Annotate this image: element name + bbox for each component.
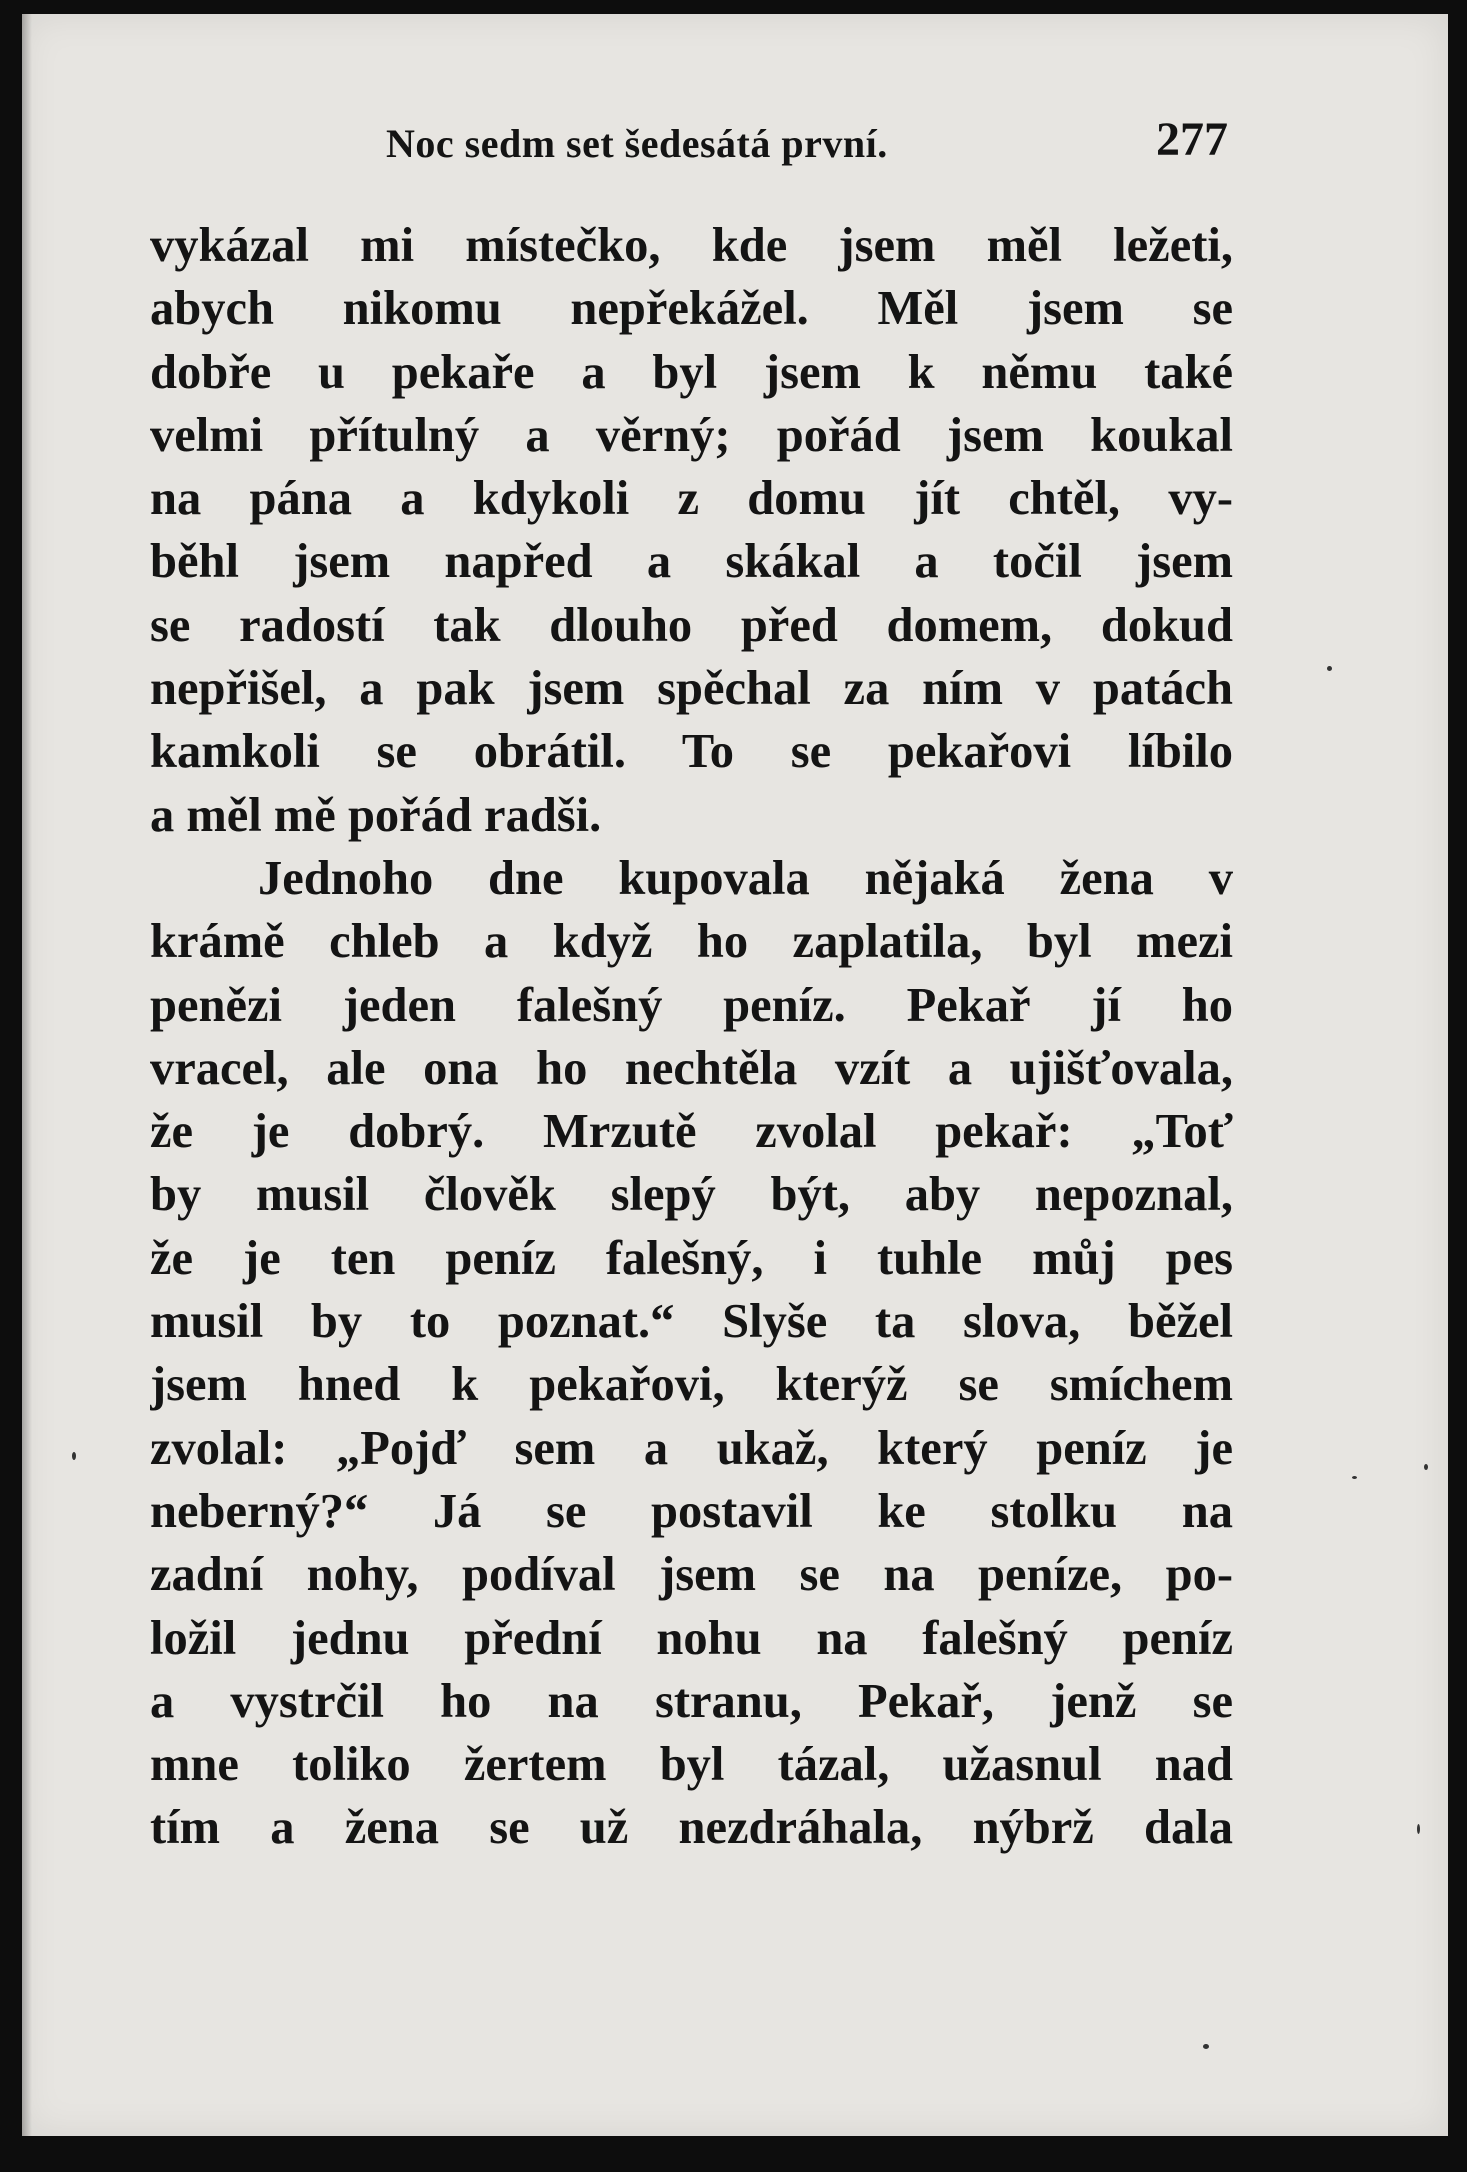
text-line: ložil jednu přední nohu na falešný peníz: [150, 1611, 1233, 1665]
text-line: nepřišel, a pak jsem spěchal za ním v patách: [150, 662, 1233, 716]
text-line: mne toliko žertem byl tázal, užasnul nad: [150, 1738, 1233, 1792]
text-line: že je dobrý. Mrzutě zvolal pekař: „Toť: [150, 1105, 1233, 1159]
text-line: zadní nohy, podíval jsem se na peníze, po-: [150, 1548, 1233, 1602]
scan-speck: [72, 1452, 76, 1460]
text-line: penězi jeden falešný peníz. Pekař jí ho: [150, 978, 1233, 1032]
text-line: a měl mě pořád radši.: [150, 788, 602, 842]
text-line: a vystrčil ho na stranu, Pekař, jenž se: [150, 1674, 1233, 1728]
scan-speck: [1417, 1824, 1420, 1834]
text-line: musil by to poznat.“ Slyše ta slova, běžel: [150, 1295, 1233, 1349]
text-line: velmi přítulný a věrný; pořád jsem koukal: [150, 408, 1233, 462]
text-line: kamkoli se obrátil. To se pekařovi líbilo: [150, 725, 1233, 779]
scan-speck: [1424, 1464, 1428, 1470]
text-line: zvolal: „Pojď sem a ukaž, který peníz je: [150, 1421, 1233, 1475]
scan-speck: [1327, 666, 1332, 671]
text-line: neberný?“ Já se postavil ke stolku na: [150, 1484, 1233, 1538]
text-line: tím a žena se už nezdráhala, nýbrž dala: [150, 1801, 1233, 1855]
text-line: dobře u pekaře a byl jsem k němu také: [150, 345, 1233, 399]
page-header: [22, 112, 1448, 172]
text-line: na pána a kdykoli z domu jít chtěl, vy-: [150, 472, 1233, 526]
book-page: [22, 14, 1448, 2136]
text-line: že je ten peníz falešný, i tuhle můj pes: [150, 1231, 1233, 1285]
body-text: [150, 214, 1233, 1860]
text-line: krámě chleb a když ho zaplatila, byl mezi: [150, 915, 1233, 969]
page-number: 277: [1156, 113, 1228, 166]
text-line: vykázal mi místečko, kde jsem měl ležeti,: [150, 219, 1233, 272]
text-line: běhl jsem napřed a skákal a točil jsem: [150, 535, 1233, 589]
text-line: Jednoho dne kupovala nějaká žena v: [258, 851, 1233, 905]
text-line: se radostí tak dlouho před domem, dokud: [150, 598, 1233, 652]
text-line: jsem hned k pekařovi, kterýž se smíchem: [150, 1358, 1233, 1412]
scan-speck: [1352, 1476, 1357, 1479]
running-title: Noc sedm set šedesátá první.: [386, 121, 888, 166]
text-line: abych nikomu nepřekážel. Měl jsem se: [150, 282, 1233, 336]
text-line: vracel, ale ona ho nechtěla vzít a ujišťovala,: [150, 1041, 1233, 1095]
scan-speck: [1203, 2044, 1209, 2049]
text-line: by musil člověk slepý být, aby nepoznal,: [150, 1168, 1233, 1222]
